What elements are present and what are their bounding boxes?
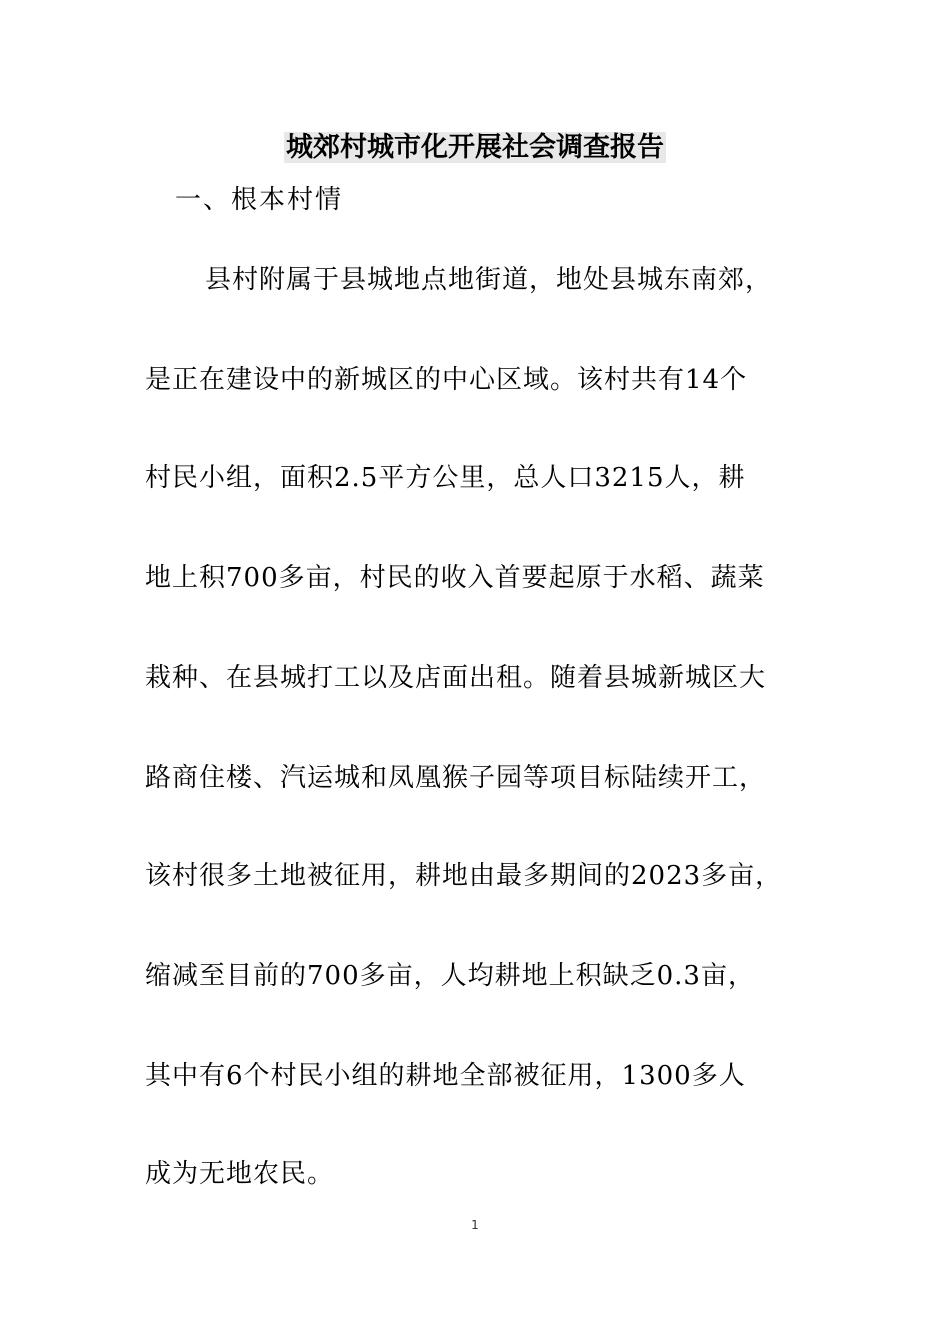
document-title-text: 城郊村城市化开展社会调查报告 (286, 132, 664, 163)
section-heading: 一、根本村情 (175, 185, 344, 215)
paragraph-line-10: 成为无地农民。 (145, 1159, 335, 1189)
document-title (0, 128, 950, 168)
paragraph-line-5: 栽种、在县城打工以及店面出租。随着县城新城区大 (145, 663, 767, 693)
paragraph-line-1: 县村附属于县城地点地街道，地处县城东南郊， (205, 265, 773, 295)
paragraph-line-2: 是正在建设中的新城区的中心区域。该村共有14个 (145, 365, 748, 395)
paragraph-line-3: 村民小组，面积2.5平方公里，总人口3215人，耕 (145, 463, 746, 493)
paragraph-line-4: 地上积700多亩，村民的收入首要起原于水稻、蔬菜 (145, 563, 765, 593)
paragraph-line-6: 路商住楼、汽运城和凤凰猴子园等项目标陆续开工， (145, 763, 767, 793)
page-number: 1 (471, 1218, 479, 1232)
paragraph-line-9: 其中有6个村民小组的耕地全部被征用，1300多人 (145, 1061, 746, 1091)
paragraph-line-7: 该村很多土地被征用，耕地由最多期间的2023多亩， (145, 861, 783, 891)
paragraph-line-8: 缩减至目前的700多亩，人均耕地上积缺乏0.3亩， (145, 961, 755, 991)
